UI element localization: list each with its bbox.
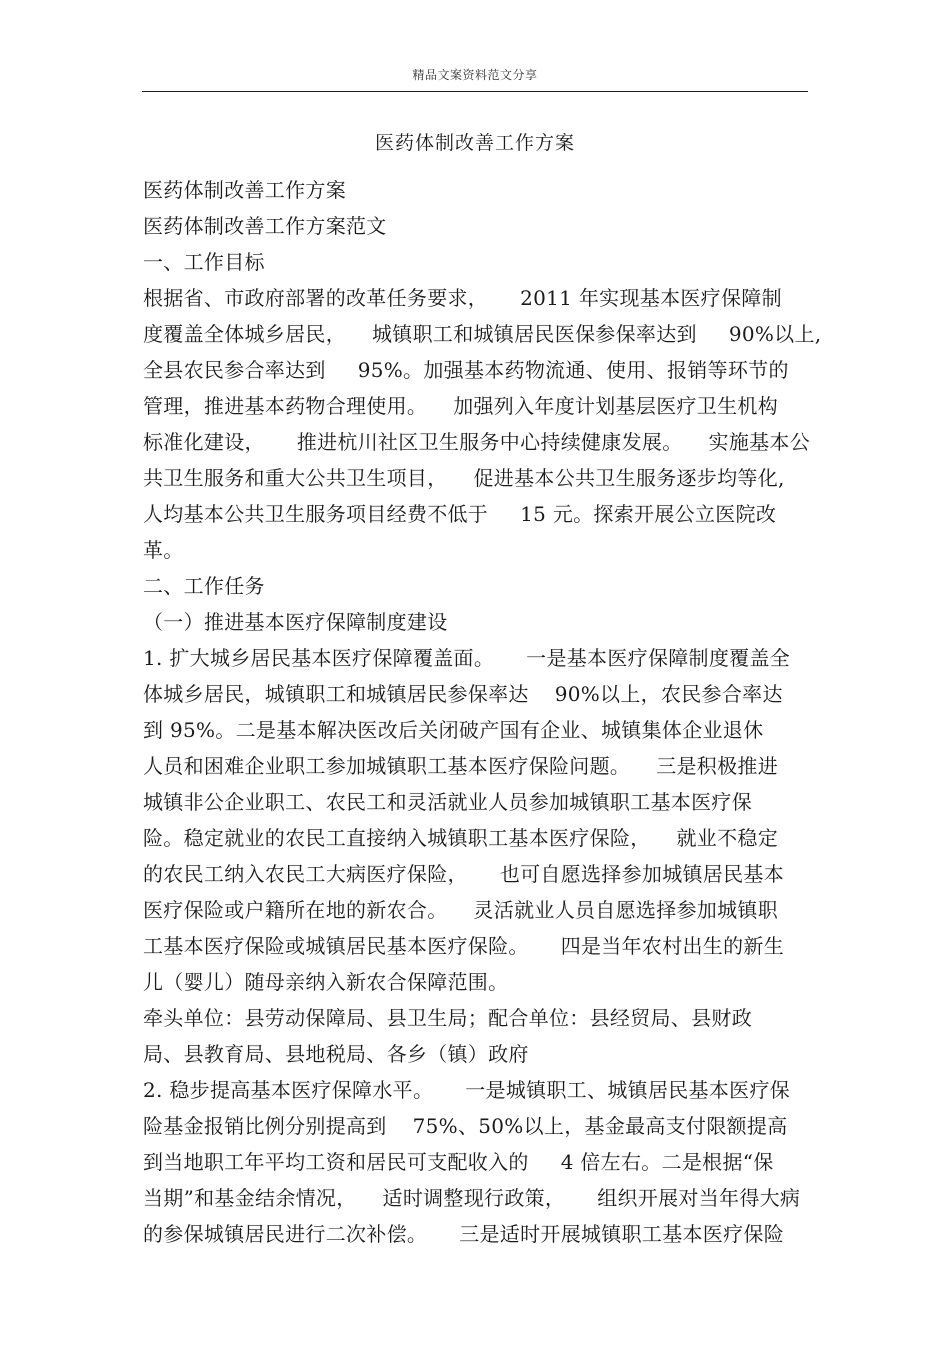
- text-segment: 到 95%。二是基本解决医改后关闭破产国有企业、城镇集体企业退休: [143, 718, 764, 742]
- text-segment: 险基金报销比例分别提高到: [143, 1114, 387, 1138]
- text-segment: 体城乡居民，城镇职工和城镇居民参保率达: [143, 682, 529, 706]
- text-segment: 三是积极推进: [656, 754, 779, 778]
- text-segment: 95%。加强基本药物流通、使用、报销等环节的: [357, 358, 789, 382]
- text-line: [143, 1072, 809, 1108]
- text-line: [143, 676, 809, 712]
- text-line: [143, 496, 809, 532]
- text-segment: 4 倍左右。二是根据“保: [560, 1150, 774, 1174]
- text-segment: 医药体制改善工作方案范文: [143, 214, 387, 238]
- text-segment: 的参保城镇居民进行二次补偿。: [143, 1222, 428, 1246]
- text-line: [143, 820, 809, 856]
- text-line: [143, 424, 809, 460]
- text-segment: （一）推进基本医疗保障制度建设: [143, 610, 448, 634]
- text-segment: 牵头单位：县劳动保障局、县卫生局；配合单位：县经贸局、县财政: [143, 1006, 752, 1030]
- text-line: [143, 316, 822, 352]
- text-segment: 就业不稳定: [676, 826, 778, 850]
- text-segment: 儿（婴儿）随母亲纳入新农合保障范围。: [143, 970, 509, 994]
- text-segment: 15 元。探索开展公立医院改: [520, 502, 777, 526]
- text-segment: 人均基本公共卫生服务项目经费不低于: [143, 502, 489, 526]
- text-segment: 全县农民参合率达到: [143, 358, 326, 382]
- text-segment: 实施基本公: [708, 430, 811, 454]
- text-line: [143, 388, 809, 424]
- text-segment: 一是城镇职工、城镇居民基本医疗保: [465, 1078, 791, 1102]
- text-line: [143, 604, 809, 640]
- text-segment: 四是当年农村出生的新生: [560, 934, 785, 958]
- text-segment: 推进杭川社区卫生服务中心持续健康发展。: [296, 430, 683, 454]
- text-line: [143, 712, 809, 748]
- text-segment: 灵活就业人员自愿选择参加城镇职: [473, 898, 778, 922]
- text-line: [143, 892, 809, 928]
- text-line: [143, 748, 809, 784]
- text-line: [143, 532, 809, 568]
- text-segment: 根据省、市政府部署的改革任务要求，: [143, 286, 489, 310]
- text-segment: 1. 扩大城乡居民基本医疗保障覆盖面。: [143, 646, 495, 670]
- text-segment: 促进基本公共卫生服务逐步均等化,: [473, 466, 785, 490]
- text-line: [143, 1108, 809, 1144]
- text-line: [143, 208, 809, 244]
- text-segment: 城镇职工和城镇居民医保参保率达到: [372, 322, 697, 346]
- text-line: [143, 784, 809, 820]
- text-line: [143, 244, 809, 280]
- text-segment: 也可自愿选择参加城镇居民基本: [499, 862, 785, 886]
- text-segment: 险。稳定就业的农民工直接纳入城镇职工基本医疗保险，: [143, 826, 651, 850]
- text-line: [143, 352, 809, 388]
- text-segment: 90%以上，农民参合率达: [554, 682, 783, 706]
- text-segment: 当期”和基金结余情况，: [143, 1186, 357, 1210]
- text-segment: 医疗保险或户籍所在地的新农合。: [143, 898, 448, 922]
- text-segment: 到当地职工年平均工资和居民可支配收入的: [143, 1150, 529, 1174]
- text-segment: 一是基本医疗保障制度覆盖全: [526, 646, 791, 670]
- document-body: [143, 172, 822, 1252]
- text-line: [143, 640, 809, 676]
- text-line: [143, 964, 809, 1000]
- text-segment: 组织开展对当年得大病: [597, 1186, 801, 1210]
- text-segment: 共卫生服务和重大公共卫生项目，: [143, 466, 448, 490]
- document-title: 医药体制改善工作方案: [374, 132, 575, 154]
- text-segment: 工基本医疗保险或城镇居民基本医疗保险。: [143, 934, 529, 958]
- text-line: [143, 568, 809, 604]
- text-segment: 加强列入年度计划基层医疗卫生机构: [453, 394, 779, 418]
- text-line: [143, 856, 809, 892]
- text-line: [143, 1000, 809, 1036]
- text-line: [143, 1216, 809, 1252]
- text-segment: 90%以上,: [728, 322, 822, 346]
- text-segment: 二、工作任务: [143, 574, 265, 598]
- text-segment: 度覆盖全体城乡居民，: [143, 322, 346, 346]
- text-segment: 的农民工纳入农民工大病医疗保险，: [143, 862, 468, 886]
- page-header-text: 精品文案资料范文分享: [412, 68, 538, 82]
- text-line: [143, 1144, 809, 1180]
- text-line: [143, 1180, 809, 1216]
- text-line: [143, 928, 809, 964]
- text-segment: 管理，推进基本药物合理使用。: [143, 394, 428, 418]
- text-segment: 城镇非公企业职工、农民工和灵活就业人员参加城镇职工基本医疗保: [143, 790, 752, 814]
- text-segment: 医药体制改善工作方案: [143, 178, 346, 202]
- text-segment: 人员和困难企业职工参加城镇职工基本医疗保险问题。: [143, 754, 631, 778]
- text-segment: 2011 年实现基本医疗保障制: [520, 286, 782, 310]
- text-segment: 一、工作目标: [143, 250, 265, 274]
- text-line: [143, 1036, 809, 1072]
- text-line: [143, 460, 809, 496]
- text-segment: 三是适时开展城镇职工基本医疗保险: [459, 1222, 785, 1246]
- text-line: [143, 172, 809, 208]
- text-segment: 2. 稳步提高基本医疗保障水平。: [143, 1078, 434, 1102]
- text-segment: 75%、50%以上，基金最高支付限额提高: [412, 1114, 788, 1138]
- header-divider: [142, 91, 808, 92]
- text-segment: 局、县教育局、县地税局、各乡（镇）政府: [143, 1042, 529, 1066]
- text-segment: 适时调整现行政策，: [382, 1186, 566, 1210]
- text-segment: 革。: [143, 538, 184, 562]
- text-line: [143, 280, 809, 316]
- text-segment: 标准化建设，: [143, 430, 265, 454]
